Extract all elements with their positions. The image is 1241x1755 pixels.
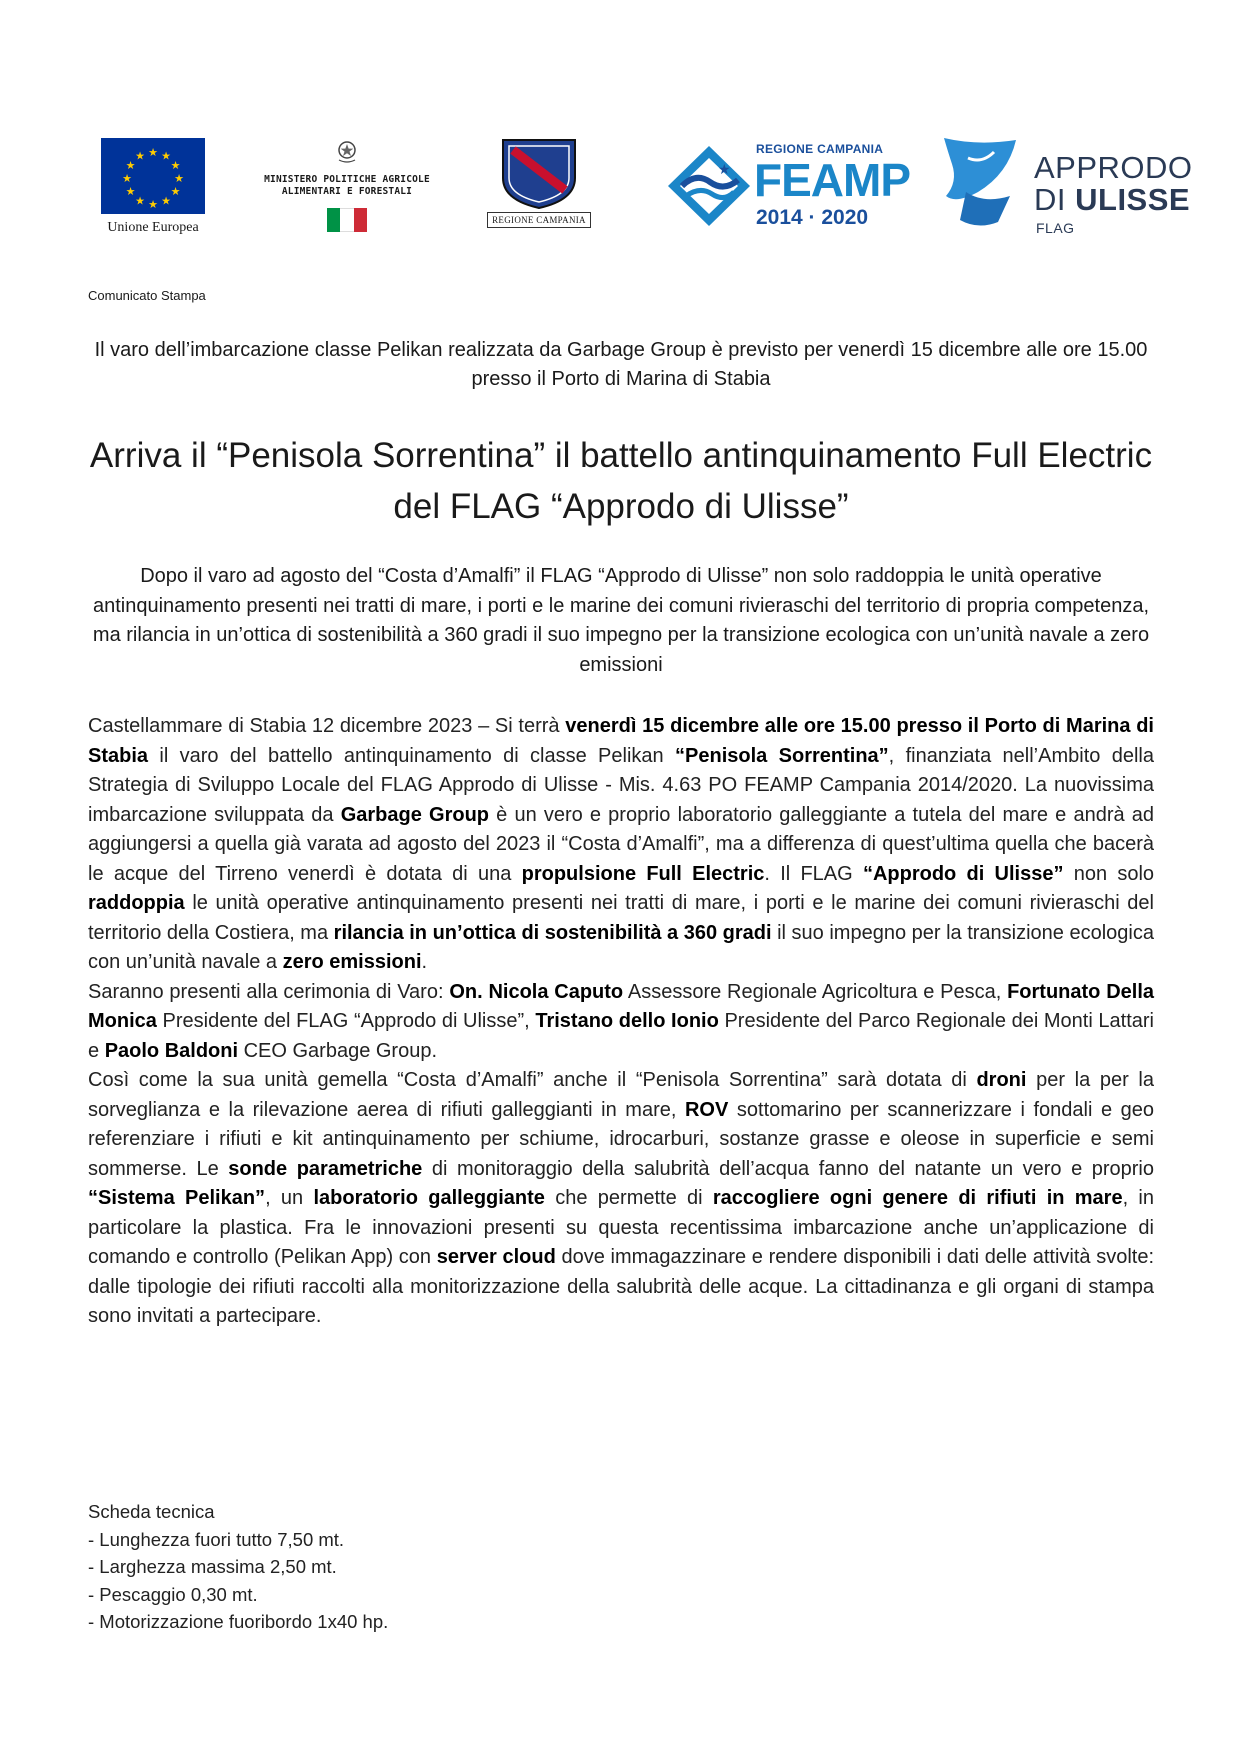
feamp-logo xyxy=(666,140,910,235)
paragraph-equipment: Così come la sua unità gemella “Costa d’Amalfi” anche il “Penisola Sorrentina” sarà dotata di droni per la per la sorveglianza e la rilevazione aerea di rifiuti galleggianti in mare, ROV sottomarino per scannerizzare i fondali e geo referenziare i rifiuti e kit antinquinamento per schiume, idrocarburi, sostanze grasse e oleose in superficie e semi sommerse. Le sonde parametriche di monitoraggio della salubrità dell’acqua fanno del natante un vero e proprio “Sistema Pelikan”, un laboratorio galleggiante che permette di raccogliere ogni genere di rifiuti in mare, in particolare la plastica. Fra le innovazioni presenti su questa recentissima imbarcazione anche un’applicazione di comando e controllo (Pelikan App) con server cloud dove immagazzinare e rendere disponibili i dati delle attività svolte: dalle tipologie dei rifiuti raccolti alla monitorizzazione della salubrità delle acque. La cittadinanza e gli organi di stampa sono invitati a partecipare. xyxy=(88,1069,1155,1327)
svg-text:★: ★ xyxy=(718,162,731,178)
svg-text:★: ★ xyxy=(161,194,171,208)
press-release-label: Comunicato Stampa xyxy=(88,288,206,303)
regione-campania-logo xyxy=(484,138,594,228)
subtitle: Il varo dell’imbarcazione classe Pelikan realizzata da Garbage Group è previsto per venerdì 15 dicembre alle ore 15.00 presso il Porto di Marina di Stabia xyxy=(94,339,1148,390)
approdo-flag-label: FLAG xyxy=(1036,220,1075,236)
abstract: Dopo il varo ad agosto del “Costa d’Amalfi” il FLAG “Approdo di Ulisse” non solo raddoppia le unità operative antinquinamento presenti nei tratti di mare, i porti e le marine dei comuni rivieraschi del territorio di propria competenza, ma rilancia in un’ottica di sostenibilità a 360 gradi il suo impegno per la transizione ecologica con un’unità navale a zero emissioni xyxy=(92,565,1150,676)
tech-sheet-item: - Lunghezza fuori tutto 7,50 mt. xyxy=(88,1528,345,1550)
eu-caption: Unione Europea xyxy=(107,220,199,235)
feamp-years: 2014 · 2020 xyxy=(756,206,869,229)
tech-sheet-item: - Motorizzazione fuoribordo 1x40 hp. xyxy=(88,1611,389,1632)
svg-text:★: ★ xyxy=(148,146,158,159)
feamp-wordmark: FEAMP xyxy=(754,154,910,206)
italy-flag-icon xyxy=(327,208,367,232)
svg-text:★: ★ xyxy=(148,198,158,211)
svg-text:★: ★ xyxy=(170,185,181,198)
regione-campania-caption: REGIONE CAMPANIA xyxy=(487,212,591,228)
svg-text:★: ★ xyxy=(135,194,145,208)
feamp-emblem-icon xyxy=(666,140,752,232)
ministry-logo xyxy=(242,138,452,232)
eu-logo xyxy=(98,138,208,236)
svg-text:★: ★ xyxy=(125,185,136,198)
tech-sheet xyxy=(88,1498,388,1636)
eu-flag-icon xyxy=(101,138,205,214)
paragraph-intro: Castellammare di Stabia 12 dicembre 2023 – Si terrà venerdì 15 dicembre alle ore 15.00 presso il Porto di Marina di Stabia il varo del battello antinquinamento di classe Pelikan “Penisola Sorrentina”, finanziata nell’Ambito della Strategia di Sviluppo Locale del FLAG Approdo di Ulisse - Mis. 4.63 PO FEAMP Campania 2014/2020. La nuovissima imbarcazione sviluppata da Garbage Group è un vero e proprio laboratorio galleggiante a tutela del mare e andrà ad aggiungersi a quella già varata ad agosto del 2023 il “Costa d’Amalfi”, ma a differenza di quest’ultima quella che bacerà le acque del Tirreno venerdì è dotata di una propulsione Full Electric. Il FLAG “Approdo di Ulisse” non solo raddoppia le unità operative antinquinamento presenti nei tratti di mare, i porti e le marine dei comuni rivieraschi del territorio della Costiera, ma rilancia in un’ottica di sostenibilità a 360 gradi il suo impegno per la transizione ecologica con un’unità navale a zero emissioni. xyxy=(88,715,1155,973)
tech-sheet-title: Scheda tecnica xyxy=(88,1501,215,1522)
approdo-wordmark-line1: APPRODO xyxy=(1034,150,1193,185)
approdo-di-ulisse-logo xyxy=(938,134,1193,236)
article-body xyxy=(88,712,1154,1332)
republic-emblem-icon xyxy=(336,138,358,164)
logo-strip xyxy=(0,0,1241,250)
tech-sheet-item: - Pescaggio 0,30 mt. xyxy=(88,1583,258,1605)
svg-text:★: ★ xyxy=(135,149,145,163)
ministry-name-line2: ALIMENTARI E FORESTALI xyxy=(281,186,413,197)
paragraph-guests: Saranno presenti alla cerimonia di Varo: On. Nicola Caputo Assessore Regionale Agricoltura e Pesca, Fortunato Della Monica Presidente del FLAG “Approdo di Ulisse”, Tristano dello Ionio Presidente del Parco Regionale dei Monti Lattari e Paolo Baldoni CEO Garbage Group. xyxy=(88,980,1155,1062)
svg-text:★: ★ xyxy=(170,159,181,172)
svg-text:★: ★ xyxy=(174,172,184,185)
ministry-name-line1: MINISTERO POLITICHE AGRICOLE xyxy=(264,174,430,185)
svg-text:★: ★ xyxy=(122,172,132,185)
svg-text:★: ★ xyxy=(161,149,171,163)
headline: Arriva il “Penisola Sorrentina” il battello antinquinamento Full Electric del FLAG “Approdo di Ulisse” xyxy=(89,436,1153,526)
approdo-wordmark-line2: DI ULISSE xyxy=(1034,182,1191,217)
svg-text:★: ★ xyxy=(125,159,136,172)
feamp-region-label: REGIONE CAMPANIA xyxy=(756,142,884,156)
campania-shield-icon xyxy=(499,138,579,210)
tech-sheet-item: - Larghezza massima 2,50 mt. xyxy=(88,1556,337,1577)
sail-emblem-icon xyxy=(938,134,1022,232)
